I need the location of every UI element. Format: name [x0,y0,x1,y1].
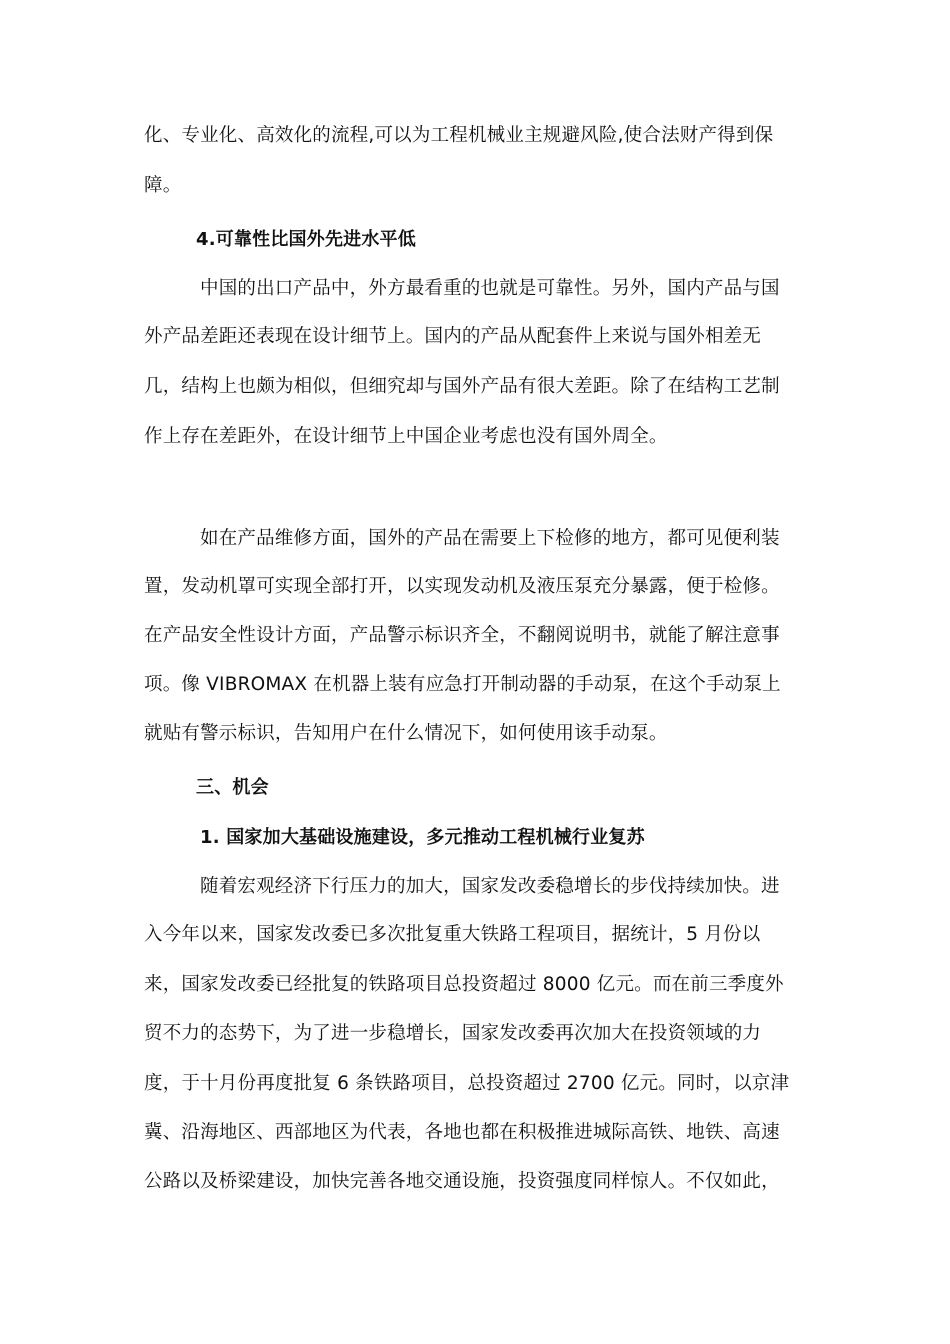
paragraph-line: 中国的出口产品中，外方最看重的也就是可靠性。另外，国内产品与国 [200,278,780,299]
paragraph-line: 入今年以来，国家发改委已多次批复重大铁路工程项目，据统计，5 月份以 [144,924,761,945]
paragraph-line: 如在产品维修方面，国外的产品在需要上下检修的地方，都可见便利装 [200,528,780,549]
paragraph-line: 随着宏观经济下行压力的加大，国家发改委稳增长的步伐持续加快。进 [200,876,780,897]
section-heading: 4.可靠性比国外先进水平低 [196,229,416,250]
paragraph-line: 作上存在差距外，在设计细节上中国企业考虑也没有国外周全。 [144,426,668,447]
paragraph-line: 贸不力的态势下，为了进一步稳增长，国家发改委再次加大在投资领域的力 [144,1023,762,1044]
section-title: 三、机会 [196,777,269,798]
paragraph-line: 公路以及桥梁建设，加快完善各地交通设施，投资强度同样惊人。不仅如此， [144,1171,780,1192]
paragraph-line: 几，结构上也颇为相似，但细究却与国外产品有很大差距。除了在结构工艺制 [144,376,780,397]
paragraph-line: 外产品差距还表现在设计细节上。国内的产品从配套件上来说与国外相差无 [144,326,762,347]
paragraph-line: 来，国家发改委已经批复的铁路项目总投资超过 8000 亿元。而在前三季度外 [144,974,784,995]
subsection-heading: 1. 国家加大基础设施建设，多元推动工程机械行业复苏 [200,827,645,848]
paragraph-line: 就贴有警示标识，告知用户在什么情况下，如何使用该手动泵。 [144,723,668,744]
paragraph-line: 项。像 VIBROMAX 在机器上装有应急打开制动器的手动泵，在这个手动泵上 [144,674,781,695]
paragraph-line: 障。 [144,175,182,196]
paragraph-line: 度，于十月份再度批复 6 条铁路项目，总投资超过 2700 亿元。同时，以京津 [144,1073,790,1094]
paragraph-line: 冀、沿海地区、西部地区为代表，各地也都在积极推进城际高铁、地铁、高速 [144,1122,780,1143]
paragraph-line: 在产品安全性设计方面，产品警示标识齐全，不翻阅说明书，就能了解注意事 [144,625,780,646]
paragraph-line: 化、专业化、高效化的流程,可以为工程机械业主规避风险,使合法财产得到保 [144,125,774,146]
paragraph-line: 置，发动机罩可实现全部打开，以实现发动机及液压泵充分暴露，便于检修。 [144,576,780,597]
